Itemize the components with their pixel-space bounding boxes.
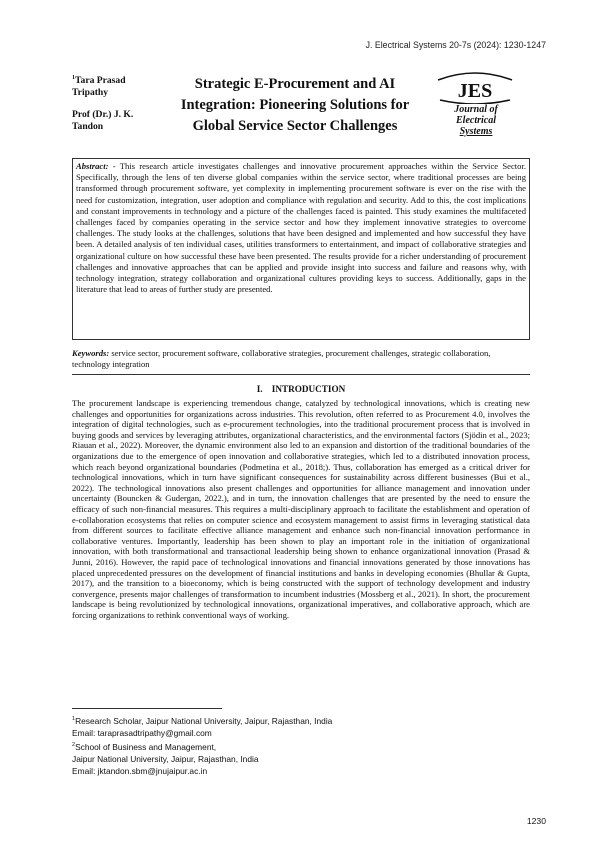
abstract-box [72,158,530,340]
author-1-footnote-mark: 1 [72,75,75,81]
keywords [72,348,530,370]
author-2: Prof (Dr.) J. K. Tandon [72,109,134,133]
keywords-divider [72,374,530,375]
page-number: 1230 [526,816,546,826]
footnote-2-email: Email: jktandon.sbm@jnujaipur.ac.in [72,766,208,777]
logo-line-2: Electrical [456,115,496,126]
abstract-label: Abstract: [76,161,109,171]
logo-acronym: JES [457,80,493,102]
logo-line-1: Journal of [454,104,498,115]
footnote-1-email: Email: taraprasadtripathy@gmail.com [72,728,212,738]
footnotes [72,713,472,778]
footnote-2-mark: 2 [72,742,76,749]
footnote-divider [72,708,222,709]
author-1 [72,72,152,99]
journal-reference: J. Electrical Systems 20-7s (2024): 1230-1247 [365,40,546,50]
jes-logo-mark [434,70,516,104]
footnote-1-line-1 [72,713,472,727]
footnote-2-line-1 [72,739,472,753]
footnote-1-affiliation: Research Scholar, Jaipur National University, Jaipur, Rajasthan, India [75,715,333,726]
abstract-text: - This research article investigates challenges and innovative procurement approaches within the Service Sector. Specifically, through the lens of ten diverse global companies within the service sector, where traditional processes are being transformed through procurement software, yet complexity in implementing procurement software is ever on the rise with the need for customization, integration, user adoption and compliance with regulation and security. Add to this, the cost implications and constant improvements in technology and a picture of the challenges faced is painted. This study examines the multifaceted challenges faced by companies operating in the service sector and how they implement innovative strategies to overcome challenges. The study looks at the challenges, solutions that have been designed and implemented and how successful they have been. A detailed analysis of ten individual cases, utilities transformers to entertainment, and impact of collaborative strategies and organizational culture on how successful these have been presented. The results provide for a richer understanding of procurement challenges and innovative approaches that can be applied and provide insight into success and failure and reasons why, with technology integration, strategy collaboration and organizational cultures providing keys to success. Additionally, gaps in the literature that lead to areas of further study are presented. [76,161,526,295]
keywords-label: Keywords: [72,348,110,358]
logo-line-3: Systems [459,126,493,137]
footnote-2-affiliation: School of Business and Management, [75,742,217,752]
author-block [72,72,152,133]
logo-journal-name [434,104,518,137]
journal-logo [432,70,518,154]
footnote-1-mark: 1 [72,716,76,722]
keywords-text: service sector, procurement software, collaborative strategies, procurement challenges, strategic collaboration, technology integration [72,348,491,370]
introduction-paragraph: The procurement landscape is experiencing tremendous change, catalyzed by technological innovations, which is creating new challenges and opportunities for organizations across industries. This revolution, often referred to as Procurement 4.0, involves the integration of digital technologies, such as e-procurement technologies, into the traditional procurement process that is involved in buying goods and services by leveraging attributes, organizational characteristics, and the environmental factors (Sjödin et al., 2023; Riauan et al., 2022). Moreover, the dynamic environment also led to an expansion and distortion of the traditional boundaries of the organizations due to the emergence of open innovation and collaborative strategies, which led to a distributed innovation process, which reach beyond organizational boundaries (Podmetina et al., 2018;). Thus, collaboration has emerged as a critical driver for technological innovations, which in turn have significant consequences for sustainability across different businesses (Bui et al., 2022). The technological innovations also present challenges and opportunities for alliance management and innovation under uncertainty (Bouncken & Gudergan, 2022.), and in turn, the innovation challenges that are presented by the need to ensure the efficacy of such non-financial measures. This requires a multi-disciplinary approach to facilitate the establishment and operation of e-collaboration ecosystems that relies on computer science and ecosystem management to assist firms in leveraging statistical data from different sources to facilitate effective alliance management and enhance such non-financial innovation performance in collaborative ventures. Importantly, leadership has been shown to play an important role in the initiation of organizational innovation, with both transformational and transactional leadership being shown to enhance organizational innovation (Prasad & Junni, 2016). However, the rapid pace of technological innovations and financial innovations generated by those innovations has placed unprecedented pressures on the development of financial institutions and banks in developing economies (Bhullar & Gupta, 2017), and the transition to a bioeconomy, which is being constructed with the support of technology development and industry convergence, presents major challenges of transformation to incumbent industries (Mossberg et al., 2021). In short, the procurement landscape is being revolutionized by technological innovations, organizational imperatives, and collaborative approach, which are forcing organizations to rethink conventional ways of working. [72,398,530,620]
author-1-name: Tara Prasad Tripathy [72,75,126,99]
footnote-2-line-2: Jaipur National University, Jaipur, Rajasthan, India [72,754,259,765]
paper-title: Strategic E-Procurement and AI Integration: Pioneering Solutions for Global Service Sector Challenges [180,76,410,134]
section-heading-introduction: I. INTRODUCTION [256,384,346,394]
